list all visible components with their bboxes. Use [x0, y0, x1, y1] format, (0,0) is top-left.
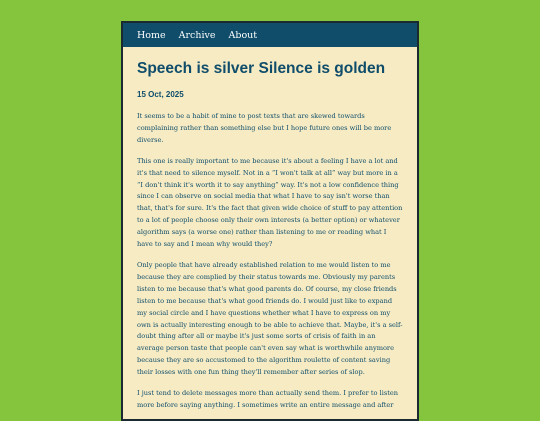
post-paragraph: This one is really important to me because it's about a feeling I have a lot and it's that need to silence myself. Not in a “I won't talk at all” way but more in a “I don't think it's worth it to say anything” way. It's not a low confidence thing since I can observe on social media that what I have to say isn't worse than that, that's for sure. It's the fact that given wide choice of stuff to pay attention to a lot of people choose only their own interests (a better option) or whatever algorithm says (a worse one) rather than listening to me or reading what I have to say and I mean why would they?: [137, 156, 403, 249]
post-article: [123, 47, 417, 412]
post-paragraph: Only people that have already established relation to me would listen to me because they are complied by their status towards me. Obviously my parents listen to me because that's what good parents do. Of course, my close friends listen to me because that's what good friends do. I would just like to expand my social circle and I have questions whether what I have to express on my own is actually interesting enough to be able to achieve that. Maybe, it's a self-doubt thing after all or maybe it's just some sorts of crisis of faith in an average person taste that people can't even say what is worthwhile anymore because they are so accustomed to the algorithm roulette of content saving their losses with one fun thing they'll remember after series of slop.: [137, 260, 403, 377]
nav-link-home[interactable]: Home: [137, 29, 166, 41]
top-nav: [123, 23, 417, 47]
post-paragraph: It seems to be a habit of mine to post texts that are skewed towards complaining rather than something else but I hope future ones will be more diverse.: [137, 112, 392, 144]
post-date: 15 Oct, 2025: [137, 90, 184, 99]
post-title: Speech is silver Silence is golden: [137, 60, 386, 77]
post-paragraph: I just tend to delete messages more than actually send them. I prefer to listen more before saying anything. I sometimes write an entire message and after: [137, 389, 398, 409]
blog-page: [121, 21, 419, 421]
nav-link-archive[interactable]: Archive: [178, 29, 216, 41]
nav-link-about[interactable]: About: [228, 29, 258, 41]
